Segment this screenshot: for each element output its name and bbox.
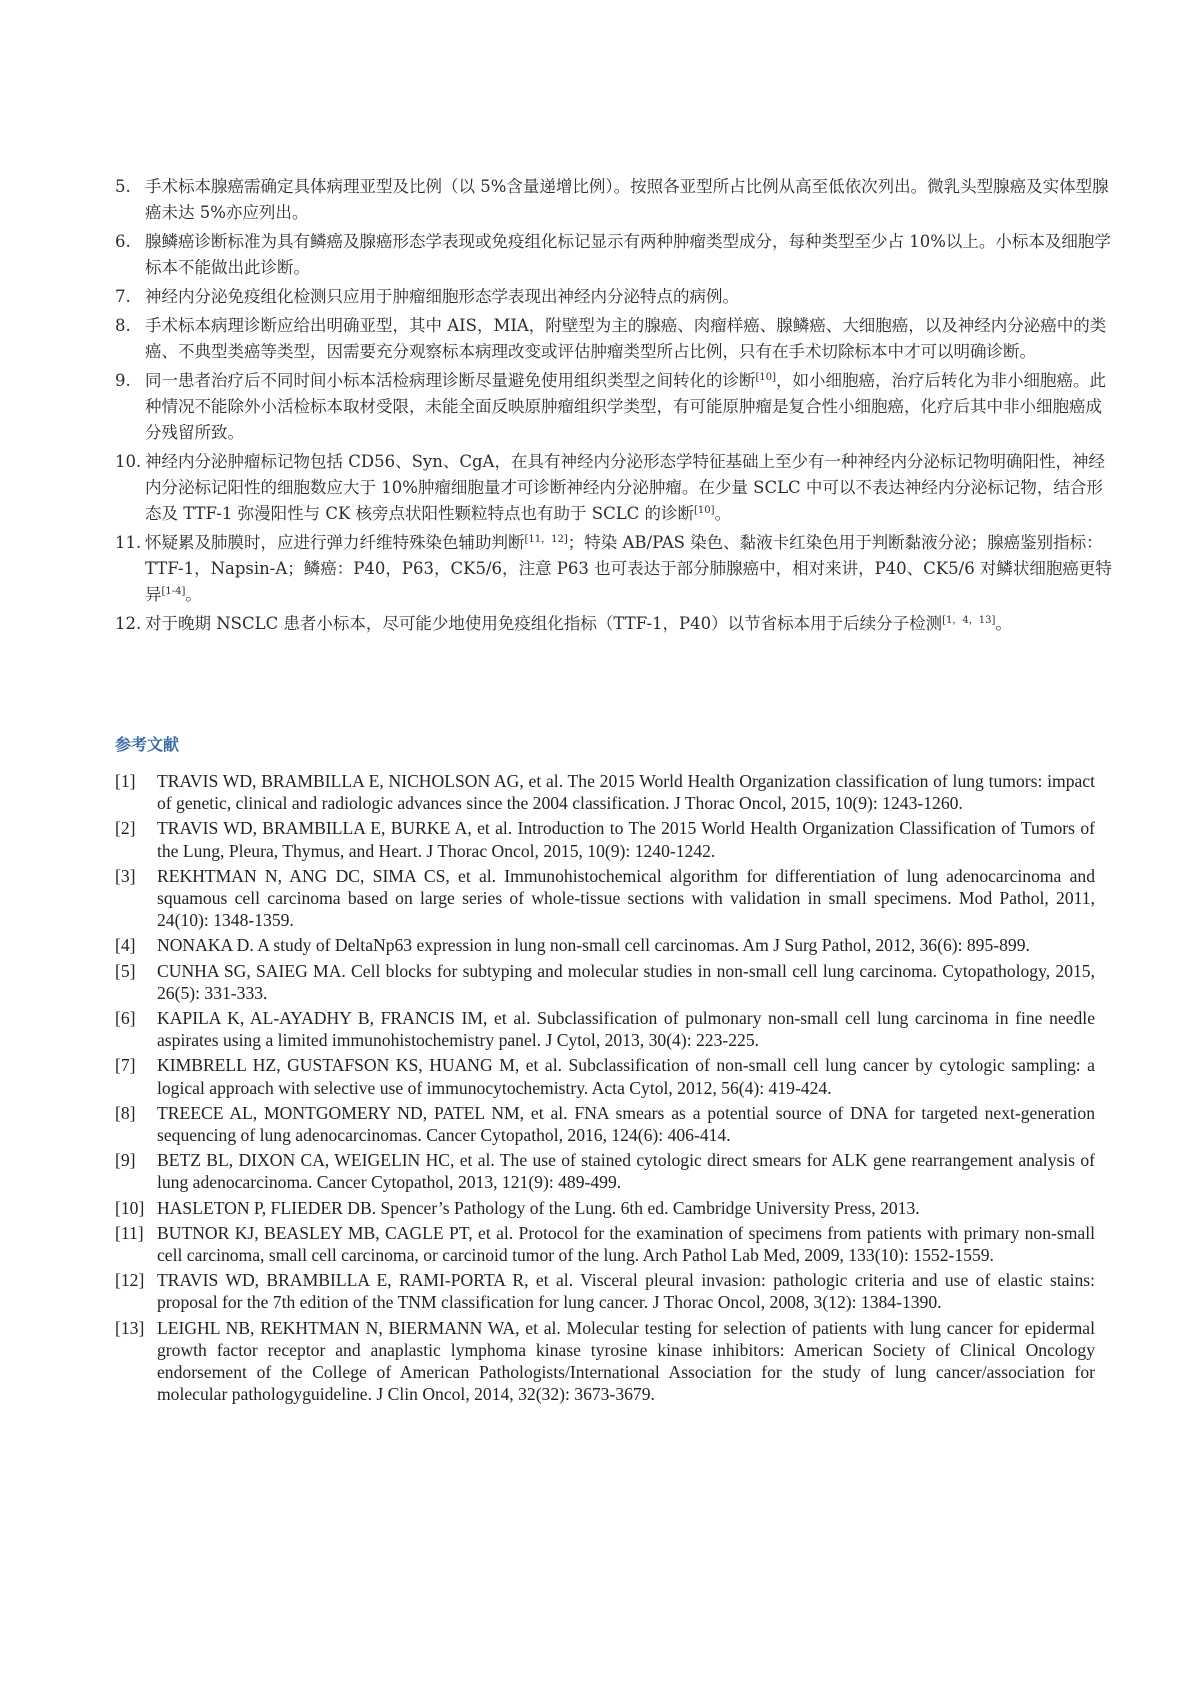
note-number: 11.: [115, 533, 142, 552]
reference-number: [9]: [115, 1150, 136, 1171]
note-number: 7.: [115, 287, 131, 306]
reference-text: BETZ BL, DIXON CA, WEIGELIN HC, et al. The use of stained cytologic direct smears for ALK gene rearrangement analysis of lung adenocarcinoma. Cancer Cytopathol, 2013, 121(9): 489-499.: [157, 1150, 1095, 1193]
note-number: 6.: [115, 232, 131, 251]
reference-number: [11]: [115, 1222, 144, 1243]
note-item: [115, 611, 1115, 637]
reference-number: [6]: [115, 1008, 136, 1029]
reference-text: REKHTMAN N, ANG DC, SIMA CS, et al. Immunohistochemical algorithm for differentiation of lung adenocarcinoma and squamous cell carcinoma based on large series of whole-tissue sections with validation in small specimens. Mod Pathol, 2011, 24(10): 1348-1359.: [157, 865, 1095, 931]
reference-item: [115, 1222, 1095, 1266]
citation-marker: [10]: [755, 372, 777, 383]
reference-text: LEIGHL NB, REKHTMAN N, BIERMANN WA, et al. Molecular testing for selection of patients with lung cancer for epidermal growth factor receptor and anaplastic lymphoma kinase tyrosine kinase inhibitors: American Society of Clinical Oncology endorsement of the College of American Pathologists/International Association for the study of lung cancer/association for molecular pathologyguideline. J Clin Oncol, 2014, 32(32): 3673-3679.: [157, 1317, 1095, 1405]
note-item: [115, 229, 1115, 281]
reference-text: BUTNOR KJ, BEASLEY MB, CAGLE PT, et al. Protocol for the examination of specimens from patients with primary non-small cell carcinoma, small cell carcinoma, or carcinoid tumor of the lung. Arch Pathol Lab Med, 2009, 133(10): 1552-1559.: [157, 1222, 1095, 1266]
note-item: [115, 449, 1115, 527]
reference-item: [115, 1197, 1095, 1219]
note-item: [115, 530, 1115, 608]
note-number: 5.: [115, 177, 131, 196]
reference-item: [115, 817, 1095, 861]
note-number: 12.: [115, 614, 142, 633]
note-text: 手术标本病理诊断应给出明确亚型，其中 AIS，MIA，附壁型为主的腺癌、肉瘤样癌、腺鳞癌、大细胞癌，以及神经内分泌癌中的类癌、不典型类癌等类型，因需要充分观察标本病理改变或评估肿瘤类型所占比例，只有在手术切除标本中才可以明确诊断。: [145, 316, 1107, 361]
reference-text: TREECE AL, MONTGOMERY ND, PATEL NM, et al. FNA smears as a potential source of DNA for targeted next-generation sequencing of lung adenocarcinomas. Cancer Cytopathol, 2016, 124(6): 406-414.: [157, 1102, 1095, 1146]
note-text: 对于晚期 NSCLC 患者小标本，尽可能少地使用免疫组化指标（TTF-1，P40）以节省标本用于后续分子检测: [145, 614, 943, 633]
reference-number: [7]: [115, 1055, 136, 1076]
citation-marker: [1，4，13]: [942, 615, 996, 626]
reference-number: [3]: [115, 865, 136, 886]
note-item: [115, 313, 1115, 365]
reference-item: [115, 1317, 1095, 1406]
reference-item: [115, 1269, 1095, 1313]
note-text: 手术标本腺癌需确定具体病理亚型及比例（以 5%含量递增比例）。按照各亚型所占比例从高至低依次列出。微乳头型腺癌及实体型腺癌未达 5%亦应列出。: [145, 177, 1109, 222]
reference-number: [8]: [115, 1102, 136, 1123]
reference-item: [115, 770, 1095, 814]
reference-number: [4]: [115, 935, 136, 956]
note-number: 9.: [115, 371, 131, 390]
reference-number: [12]: [115, 1270, 145, 1291]
note-text: 腺鳞癌诊断标准为具有鳞癌及腺癌形态学表现或免疫组化标记显示有两种肿瘤类型成分，每种类型至少占 10%以上。小标本及细胞学标本不能做出此诊断。: [145, 232, 1111, 277]
reference-item: [115, 960, 1095, 1004]
reference-number: [2]: [115, 818, 136, 839]
reference-text: CUNHA SG, SAIEG MA. Cell blocks for subtyping and molecular studies in non-small cell lung carcinoma. Cytopathology, 2015, 26(5): 331-333.: [157, 960, 1095, 1003]
reference-item: [115, 1149, 1095, 1193]
note-text-continued: 。: [995, 614, 1012, 633]
note-item: [115, 368, 1115, 446]
reference-item: [115, 1054, 1095, 1098]
reference-item: [115, 934, 1095, 956]
reference-text: TRAVIS WD, BRAMBILLA E, NICHOLSON AG, et al. The 2015 World Health Organization classification of lung tumors: impact of genetic, clinical and radiologic advances since the 2004 classification. J Thorac Oncol, 2015, 10(9): 1243-1260.: [157, 771, 1095, 814]
note-text: 怀疑累及肺膜时，应进行弹力纤维特殊染色辅助判断: [145, 533, 525, 552]
notes-list: [115, 174, 1115, 640]
references-heading: 参考文献: [115, 735, 180, 754]
citation-marker: [11，12]: [524, 534, 568, 545]
reference-text: HASLETON P, FLIEDER DB. Spencer’s Pathology of the Lung. 6th ed. Cambridge University Press, 2013.: [157, 1197, 920, 1218]
reference-text: TRAVIS WD, BRAMBILLA E, RAMI-PORTA R, et al. Visceral pleural invasion: pathologic criteria and use of elastic stains: proposal for the 7th edition of the TNM classification for lung cancer. J Thorac Oncol, 2008, 3(12): 1384-1390.: [157, 1270, 1095, 1313]
note-item: [115, 174, 1115, 226]
reference-number: [5]: [115, 960, 136, 981]
note-text: 神经内分泌免疫组化检测只应用于肿瘤细胞形态学表现出神经内分泌特点的病例。: [145, 287, 739, 306]
reference-item: [115, 1007, 1095, 1051]
note-number: 8.: [115, 316, 131, 335]
note-number: 10.: [115, 452, 142, 471]
reference-text: NONAKA D. A study of DeltaNp63 expression in lung non-small cell carcinomas. Am J Surg Pathol, 2012, 36(6): 895-899.: [157, 935, 1030, 956]
note-text-continued: 。: [714, 504, 732, 523]
note-text-continued: ，如小细胞癌，治疗后转化为非小细胞癌。此种情况不能除外小活检标本取材受限，未能全面反映原肿瘤组织学类型，有可能原肿瘤是复合性小细胞癌，化疗后其中非小细胞癌成分残留所致。: [145, 371, 1107, 442]
note-text: 神经内分泌肿瘤标记物包括 CD56、Syn、CgA，在具有神经内分泌形态学特征基础上至少有一种神经内分泌标记物明确阳性，神经内分泌标记阳性的细胞数应大于 10%肿瘤细胞量才可诊断神经内分泌肿瘤。在少量 SCLC 中可以不表达神经内分泌标记物，结合形态及 TTF-1 弥漫阳性与 CK 核旁点状阳性颗粒特点也有助于 SCLC 的诊断: [145, 452, 1105, 523]
note-text-end: 。: [185, 585, 202, 604]
reference-item: [115, 865, 1095, 932]
references-list: [115, 770, 1095, 1408]
note-text-continued: ；特染 AB/PAS 染色、黏液卡红染色用于判断黏液分泌；腺癌鉴别指标：TTF-1，Napsin-A；鳞癌：P40，P63，CK5/6，注意 P63 也可表达于部分肺腺癌中，相对来讲，P40、CK5/6 对鳞状细胞癌更特异: [145, 533, 1112, 604]
reference-text: KIMBRELL HZ, GUSTAFSON KS, HUANG M, et al. Subclassification of non-small cell lung cancer by cytologic sampling: a logical approach with selective use of immunocytochemistry. Acta Cytol, 2012, 56(4): 419-424.: [157, 1055, 1095, 1098]
citation-marker: [1-4]: [161, 586, 186, 597]
reference-number: [10]: [115, 1197, 145, 1218]
note-item: [115, 284, 1115, 310]
reference-number: [1]: [115, 771, 136, 791]
reference-number: [13]: [115, 1317, 145, 1338]
citation-marker: [10]: [694, 505, 715, 516]
reference-item: [115, 1102, 1095, 1146]
reference-text: TRAVIS WD, BRAMBILLA E, BURKE A, et al. Introduction to The 2015 World Health Organization Classification of Tumors of the Lung, Pleura, Thymus, and Heart. J Thorac Oncol, 2015, 10(9): 1240-1242.: [157, 818, 1095, 861]
note-text: 同一患者治疗后不同时间小标本活检病理诊断尽量避免使用组织类型之间转化的诊断: [145, 371, 756, 390]
reference-text: KAPILA K, AL-AYADHY B, FRANCIS IM, et al. Subclassification of pulmonary non-small cell lung carcinoma in fine needle aspirates using a limited immunohistochemistry panel. J Cytol, 2013, 30(4): 223-225.: [157, 1008, 1095, 1051]
